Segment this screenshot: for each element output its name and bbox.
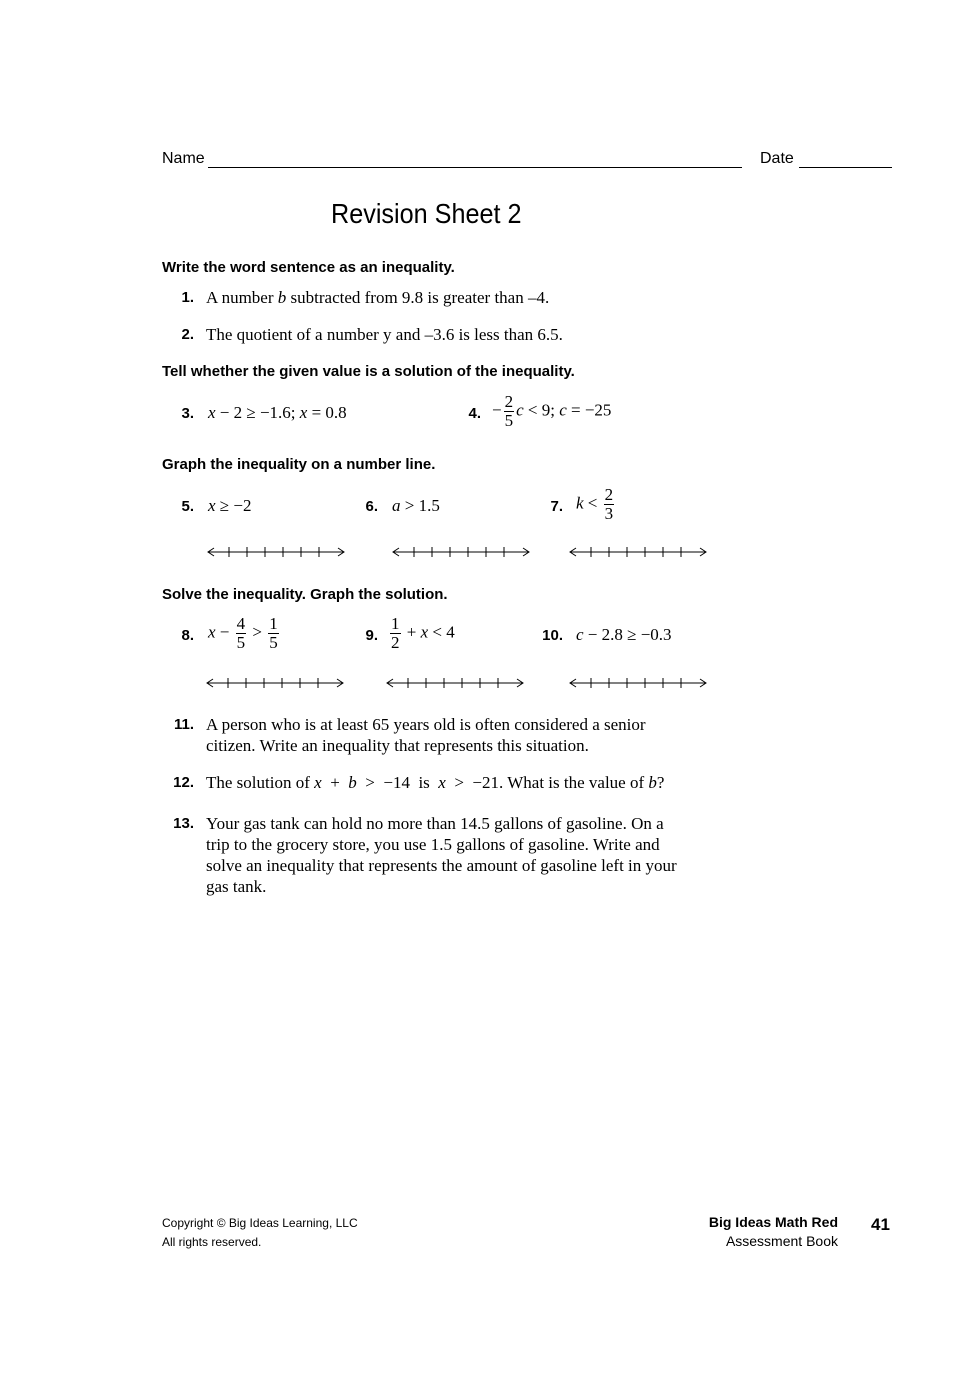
- section-heading-2: Tell whether the given value is a solution of the inequality.: [162, 363, 575, 380]
- problem-number-12: 12.: [173, 774, 194, 791]
- problem-number-7: 7.: [550, 498, 563, 515]
- copyright-text: Copyright © Big Ideas Learning, LLC: [162, 1216, 358, 1230]
- problem-11-text: A person who is at least 65 years old is often considered a senior citizen. Write an inequality that represents this situation.: [206, 715, 646, 755]
- rights-text: All rights reserved.: [162, 1235, 262, 1249]
- page-number: 41: [871, 1215, 890, 1234]
- name-line[interactable]: [208, 167, 742, 168]
- book-brand: Big Ideas Math Red: [708, 1214, 838, 1230]
- problem-6-expression: a > 1.5: [392, 496, 440, 515]
- problem-number-13: 13.: [173, 815, 194, 832]
- problem-12-text: The solution of x + b > −14 is x > −21. What is the value of b?: [206, 773, 665, 792]
- problem-1-text: A number b subtracted from 9.8 is greater than –4.: [206, 288, 550, 307]
- problem-10-expression: c − 2.8 ≥ −0.3: [576, 625, 672, 644]
- problem-number-6: 6.: [365, 498, 378, 515]
- date-line[interactable]: [799, 167, 892, 168]
- number-line-9[interactable]: [385, 675, 525, 691]
- date-label: Date: [760, 150, 794, 167]
- problem-5-expression: x ≥ −2: [208, 496, 252, 515]
- problem-number-11: 11.: [173, 716, 194, 733]
- name-label: Name: [162, 150, 205, 167]
- problem-number-5: 5.: [181, 498, 194, 515]
- section-heading-4: Solve the inequality. Graph the solution.: [162, 586, 448, 603]
- problem-8-expression: x − $\frac{4}{5}$ > $\frac{1}{5}$: [208, 614, 278, 652]
- problem-number-1: 1.: [181, 289, 194, 306]
- problem-4-expression: − $\frac{2}{5}$ c < 9; c = −25: [492, 392, 612, 430]
- problem-7-expression: k < $\frac{2}{3}$: [576, 485, 614, 523]
- number-line-5[interactable]: [206, 544, 346, 560]
- problem-2-text: The quotient of a number y and –3.6 is less than 6.5.: [206, 325, 563, 344]
- problem-number-10: 10.: [542, 627, 563, 644]
- problem-number-9: 9.: [365, 627, 378, 644]
- problem-number-8: 8.: [181, 627, 194, 644]
- book-subtitle: Assessment Book: [725, 1233, 838, 1249]
- problem-3-expression: x − 2 ≥ −1.6; x = 0.8: [208, 403, 347, 422]
- number-line-7[interactable]: [568, 544, 708, 560]
- problem-number-2: 2.: [181, 326, 194, 343]
- page-title: Revision Sheet 2: [331, 198, 522, 229]
- section-heading-3: Graph the inequality on a number line.: [162, 456, 436, 473]
- problem-number-3: 3.: [181, 405, 194, 422]
- number-line-6[interactable]: [391, 544, 531, 560]
- problem-number-4: 4.: [468, 405, 481, 422]
- section-heading-1: Write the word sentence as an inequality.: [162, 259, 455, 276]
- number-line-8[interactable]: [205, 675, 345, 691]
- problem-13-text: Your gas tank can hold no more than 14.5 gallons of gasoline. On a trip to the grocery store, you use 1.5 gallons of gasoline. Write and solve an inequality that represents the amount of gasoline left in your gas tank.: [206, 814, 677, 896]
- number-line-10[interactable]: [568, 675, 708, 691]
- problem-9-expression: $\frac{1}{2}$ + x < 4: [391, 614, 455, 652]
